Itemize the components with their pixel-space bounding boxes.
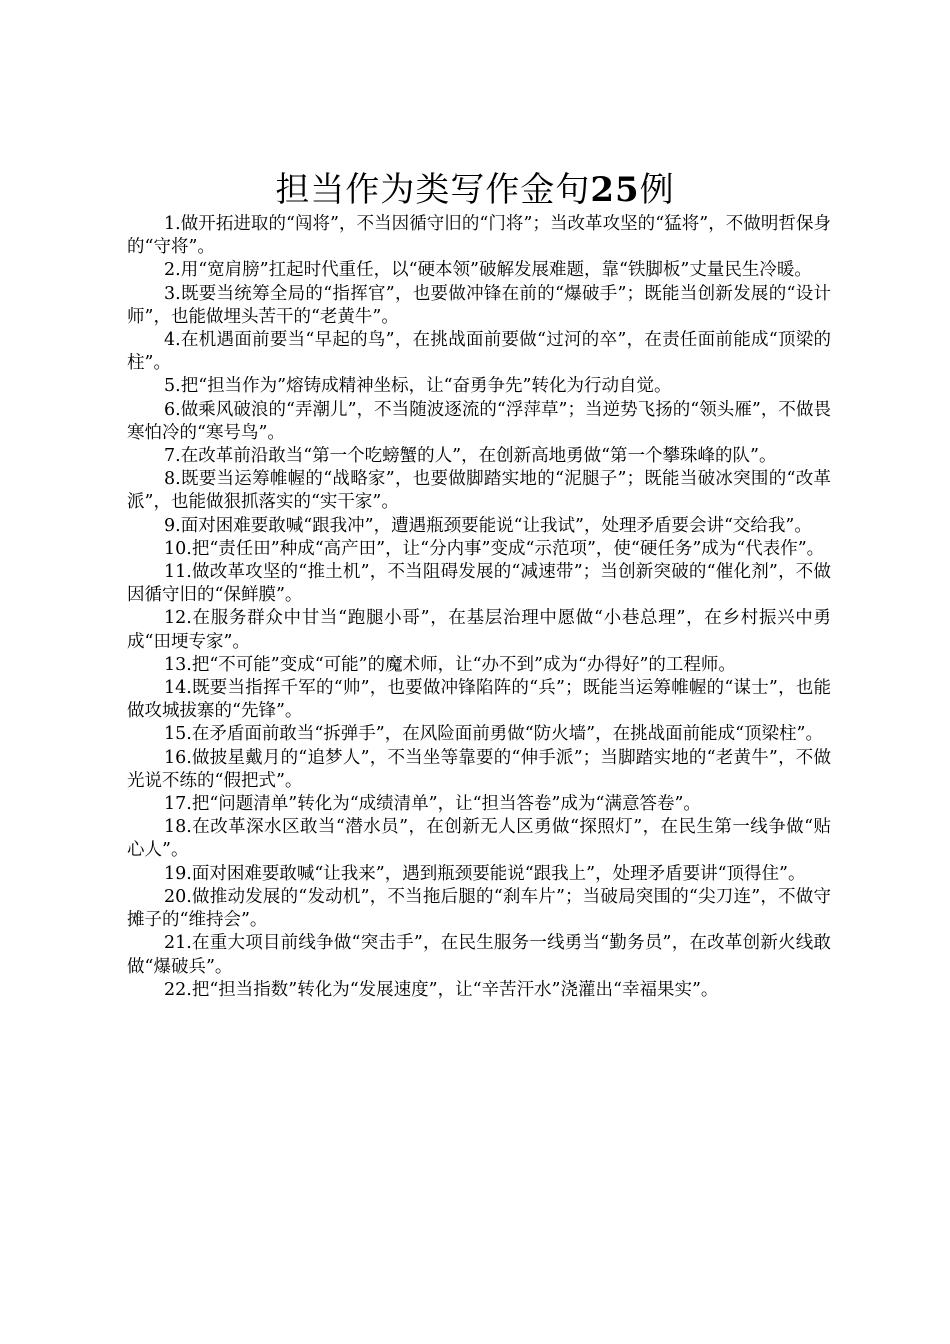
list-item: 11.做改革攻坚的“推土机”，不当阻碍发展的“减速带”；当创新突破的“催化剂”，不做因循守旧的“保鲜膜”。 — [127, 562, 831, 606]
list-item: 14.既要当指挥千军的“帅”，也要做冲锋陷阵的“兵”；既能当运筹帷幄的“谋士”，也能做攻城拔寨的“先锋”。 — [127, 678, 831, 722]
list-item: 19.面对困难要敢喊“让我来”，遇到瓶颈要能说“跟我上”，处理矛盾要讲“顶得住”。 — [164, 863, 806, 884]
list-item: 3.既要当统筹全局的“指挥官”，也要做冲锋在前的“爆破手”；既能当创新发展的“设计师”，也能做埋头苦干的“老黄牛”。 — [127, 283, 831, 327]
page-title — [0, 168, 950, 212]
list-item: 9.面对困难要敢喊“跟我冲”，遭遇瓶颈要能说“让我试”，处理矛盾要会讲“交给我”。 — [164, 515, 812, 536]
title-number: 25 — [590, 170, 640, 210]
title-text: 担当作为类写作金句 — [275, 170, 591, 210]
list-item: 18.在改革深水区敢当“潜水员”，在创新无人区勇做“探照灯”，在民生第一线争做“贴心人”。 — [127, 817, 831, 861]
list-item: 1.做开拓进取的“闯将”，不当因循守旧的“门将”；当改革攻坚的“猛将”，不做明哲保身的“守将”。 — [127, 214, 831, 258]
list-item: 13.把“不可能”变成“可能”的魔术师，让“办不到”成为“办得好”的工程师。 — [164, 654, 736, 675]
list-item: 6.做乘风破浪的“弄潮儿”，不当随波逐流的“浮萍草”；当逆势飞扬的“领头雁”，不做畏寒怕冷的“寒号鸟”。 — [127, 399, 831, 443]
list-item: 5.把“担当作为”熔铸成精神坐标，让“奋勇争先”转化为行动自觉。 — [164, 376, 672, 397]
list-item: 2.用“宽肩膀”扛起时代重任，以“硬本领”破解发展难题，靠“铁脚板”丈量民生冷暖。 — [164, 260, 812, 281]
list-item: 21.在重大项目前线争做“突击手”，在民生服务一线勇当“勤务员”，在改革创新火线敢做“爆破兵”。 — [127, 933, 831, 977]
content-body — [127, 213, 831, 1002]
list-item: 10.把“责任田”种成“高产田”，让“分内事”变成“示范项”，使“硬任务”成为“代表作”。 — [164, 538, 825, 559]
list-item: 8.既要当运筹帷幄的“战略家”，也要做脚踏实地的“泥腿子”；既能当破冰突围的“改革派”，也能做狠抓落实的“实干家”。 — [127, 469, 831, 513]
list-item: 16.做披星戴月的“追梦人”，不当坐等靠要的“伸手派”；当脚踏实地的“老黄牛”，不做光说不练的“假把式”。 — [127, 747, 831, 791]
list-item: 4.在机遇面前要当“早起的鸟”，在挑战面前要做“过河的卒”，在责任面前能成“顶梁的柱”。 — [127, 330, 831, 374]
list-item: 17.把“问题清单”转化为“成绩清单”，让“担当答卷”成为“满意答卷”。 — [164, 794, 701, 815]
title-suffix: 例 — [639, 170, 675, 210]
list-item: 15.在矛盾面前敢当“拆弹手”，在风险面前勇做“防火墙”，在挑战面前能成“顶梁柱”。 — [164, 724, 824, 745]
list-item: 12.在服务群众中甘当“跑腿小哥”，在基层治理中愿做“小巷总理”，在乡村振兴中勇成“田埂专家”。 — [127, 608, 831, 652]
list-item: 20.做推动发展的“发动机”，不当拖后腿的“刹车片”；当破局突围的“尖刀连”，不做守摊子的“维持会”。 — [127, 886, 831, 931]
list-item: 7.在改革前沿敢当“第一个吃螃蟹的人”，在创新高地勇做“第一个攀珠峰的队”。 — [164, 446, 777, 467]
list-item: 22.把“担当指数”转化为“发展速度”，让“辛苦汗水”浇灌出“幸福果实”。 — [164, 979, 719, 1000]
